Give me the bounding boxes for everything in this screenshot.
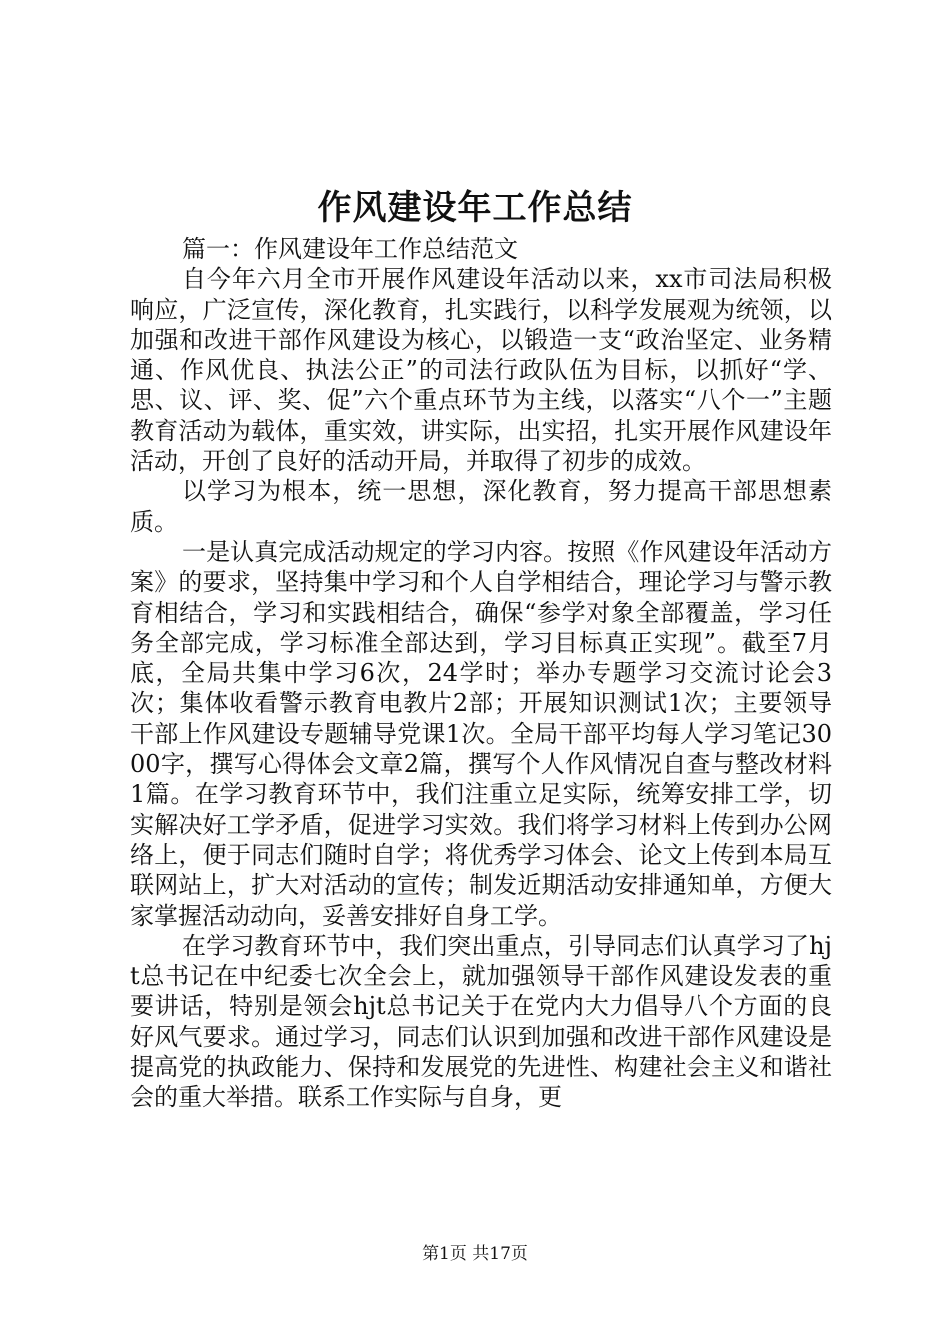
- paragraph-study-details: 一是认真完成活动规定的学习内容。按照《作风建设年活动方案》的要求，坚持集中学习和个人自学相结合，理论学习与警示教育相结合，学习和实践相结合，确保“参学对象全部覆盖，学习任务全部完成，学习标准全部达到，学习目标真正实现”。截至7月底，全局共集中学习6次，24学时；举办专题学习交流讨论会3次；集体收看警示教育电教片2部；开展知识测试1次；主要领导干部上作风建设专题辅导党课1次。全局干部平均每人学习笔记3000字，撰写心得体会文章2篇，撰写个人作风情况自查与整改材料1篇。在学习教育环节中，我们注重立足实际，统筹安排工学，切实解决好工学矛盾，促进学习实效。我们将学习材料上传到办公网络上，便于同志们随时自学；将优秀学习体会、论文上传到本局互联网站上，扩大对活动的宣传；制发近期活动安排通知单，方便大家掌握活动动向，妥善安排好自身工学。: [130, 537, 832, 930]
- page-title: 作风建设年工作总结: [317, 188, 633, 228]
- paragraph-study-focus: 在学习教育环节中，我们突出重点，引导同志们认真学习了hjt总书记在中纪委七次全会上，就加强领导干部作风建设发表的重要讲话，特别是领会hjt总书记关于在党内大力倡导八个方面的良好风气要求。通过学习，同志们认识到加强和改进干部作风建设是提高党的执政能力、保持和发展党的先进性、构建社会主义和谐社会的重大举措。联系工作实际与自身，更: [130, 931, 832, 1112]
- page-footer: 第1页 共17页: [422, 1244, 528, 1264]
- paragraph-section-heading: 篇一：作风建设年工作总结范文: [182, 235, 518, 263]
- paragraph-study-summary: 以学习为根本，统一思想，深化教育，努力提高干部思想素质。: [130, 477, 832, 536]
- document-body: [130, 234, 832, 1113]
- paragraph-intro: 自今年六月全市开展作风建设年活动以来，xx市司法局积极响应，广泛宣传，深化教育，扎实践行，以科学发展观为统领，以加强和改进干部作风建设为核心，以锻造一支“政治坚定、业务精通、作风优良、执法公正”的司法行政队伍为目标，以抓好“学、思、议、评、奖、促”六个重点环节为主线，以落实“八个一”主题教育活动为载体，重实效，讲实际，出实招，扎实开展作风建设年活动，开创了良好的活动开局，并取得了初步的成效。: [130, 265, 832, 476]
